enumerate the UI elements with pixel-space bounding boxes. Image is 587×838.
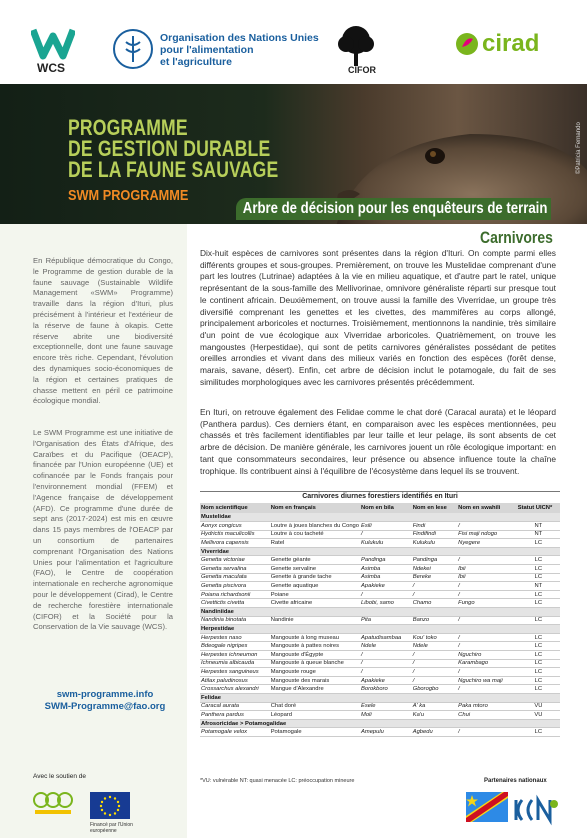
eu-caption: Financé par l'Union européenne	[90, 822, 133, 834]
scientific-name: Aonyx congicus	[200, 522, 270, 531]
table-row	[200, 582, 560, 591]
table-row	[200, 530, 560, 539]
french-name: Genette aquatique	[270, 582, 360, 591]
table-row	[200, 633, 560, 642]
carnivores-paragraph-1: Dix-huit espèces de carnivores sont présentes dans la région d'Ituri. On compte parmi elles différents groupes et sous-groupes. Premièrement, on trouve les Mustelidae comprenant d'une part les loutres (Lutrinae) adaptées à la vie en milieu aquatique, et d'autre part le ratel, unique représentant de la sous-famille des Mellivorinae, omnivore généraliste réparti sur presque tout le continent africain. Deuxièmement, on trouve aussi la famille des Viverridae, un groupe très diversifié comprenant les genettes et les civettes, des mammifères au corps allongé, principalement arboricoles et nocturnes. Troisièmement, mentionnons la nandinie, très similaire d'un point de vue écologique aux Viverridae arboricoles. Quatrièmement, on trouve les mangoustes (Herpestidae), qui sont de petits carnivores généralistes possédant de petites oreilles arrondies et vivant dans des milieux variés en fonction des espèces (forêt dense, marais, savane, désert). Enfin, cet arbre de décision inclut le potamogale, du fait de ses similitudes morphologiques avec les carnivores présentés précédemment.	[200, 248, 556, 387]
lese-name: Banzo	[412, 616, 457, 625]
table-row	[200, 668, 560, 677]
scientific-name: Crossarchus alexandri	[200, 685, 270, 694]
bila-name: /	[360, 659, 412, 668]
table-row	[200, 642, 560, 651]
swahili-name: Chui	[457, 711, 517, 720]
swahili-name: /	[457, 642, 517, 651]
lese-name: Bereke	[412, 573, 457, 582]
oeacp-logo-icon	[33, 788, 73, 816]
french-name: Mangouste des marais	[270, 676, 360, 685]
scientific-name: Caracal aurata	[200, 702, 270, 711]
iucn-status: LC	[517, 556, 560, 565]
table-row	[200, 539, 560, 548]
lese-name: /	[412, 668, 457, 677]
iccn-logo-icon	[510, 794, 562, 826]
program-subtitle: SWM PROGRAMME	[68, 187, 189, 204]
intro-paragraph: En République démocratique du Congo, le Programme de gestion durable de la faune sauvage (Sustainable Wildlife Management «SWM» Programme) travaille dans la région d'Ituri, plus précisément à l'intérieur et l'extérieur de la réserve de faune à okapis. Cette réserve abrite une biodiversité exceptionnelle, dont une faune sauvage encore très riche. Cependant, l'évolution des dynamiques socio-économiques de la région et certaines pratiques de chasse mettent en péril ce patrimoine écologique mondial.	[33, 256, 173, 406]
col-french: Nom en français	[270, 503, 360, 513]
email-link[interactable]: SWM-Programme@fao.org	[44, 700, 166, 712]
col-bila: Nom en bila	[360, 503, 412, 513]
scientific-name: Potamogale velox	[200, 728, 270, 737]
lese-name: Chamo	[412, 599, 457, 608]
lese-name: Findi	[412, 522, 457, 531]
family-name: Nandiniidae	[200, 608, 560, 617]
french-name: Genette servaline	[270, 565, 360, 574]
french-name: Mangouste à pattes noires	[270, 642, 360, 651]
french-name: Léopard	[270, 711, 360, 720]
table-row	[200, 676, 560, 685]
swahili-name: Karambago	[457, 659, 517, 668]
iucn-status: LC	[517, 676, 560, 685]
lese-name: Pandinga	[412, 556, 457, 565]
bila-name: /	[360, 651, 412, 660]
table-row	[200, 573, 560, 582]
iucn-status: NT	[517, 522, 560, 531]
scientific-name: Poiana richardsonii	[200, 590, 270, 599]
col-scientific: Nom scientifique	[200, 503, 270, 513]
bila-name: Asimba	[360, 565, 412, 574]
family-row	[200, 547, 560, 556]
lese-name: /	[412, 659, 457, 668]
swahili-name: Nguchiro wa maji	[457, 676, 517, 685]
website-link[interactable]: swm-programme.info	[56, 689, 154, 700]
scientific-name: Bdeogale nigripes	[200, 642, 270, 651]
program-paragraph: Le SWM Programme est une initiative de l'Organisation des États d'Afrique, des Caraïbes et du Pacifique (OEACP), financée par l'Union européenne (UE) et cofinancée par le Fonds français pour l'environnement mondial (FFEM) et l'Agence française de développement (AFD). Ce programme d'une durée de sept ans (2017-2024) est mis en œuvre dans 15 pays membres de l'OEACP par un consortium de partenaires comprenant l'Organisation des Nations Unies pour l'alimentation et l'agriculture (FAO), le Centre de coopération internationale en recherche agronomique pour le développement (Cirad), le Centre de recherche forestière internationale (CIFOR) et la Société pour la Conservation de la Vie sauvage (WCS).	[33, 428, 173, 632]
swahili-name: Ibii	[457, 573, 517, 582]
lese-name: A' ka	[412, 702, 457, 711]
iucn-status: LC	[517, 590, 560, 599]
col-lese: Nom en lese	[412, 503, 457, 513]
bila-name: Esili	[360, 522, 412, 531]
french-name: Genette à grande tache	[270, 573, 360, 582]
table-row	[200, 599, 560, 608]
col-iucn: Statut UICN*	[517, 503, 560, 513]
family-name: Afrosoricidae > Potamogalidae	[200, 719, 560, 728]
french-name: Civette africaine	[270, 599, 360, 608]
bila-name: /	[360, 530, 412, 539]
table-row	[200, 556, 560, 565]
table-row	[200, 565, 560, 574]
table-row	[200, 590, 560, 599]
french-name: Ratel	[270, 539, 360, 548]
bila-name: /	[360, 668, 412, 677]
bila-name: Pandinga	[360, 556, 412, 565]
swahili-name: /	[457, 590, 517, 599]
french-name: Loutre à cou tacheté	[270, 530, 360, 539]
scientific-name: Herpestes naso	[200, 633, 270, 642]
lese-name: Ka'u	[412, 711, 457, 720]
cirad-logo-text: cirad	[482, 30, 540, 57]
bila-name: Apakieke	[360, 582, 412, 591]
iucn-status: LC	[517, 651, 560, 660]
bila-name: Pita	[360, 616, 412, 625]
family-row	[200, 513, 560, 522]
swahili-name: /	[457, 728, 517, 737]
swahili-name: /	[457, 633, 517, 642]
iucn-status: NT	[517, 530, 560, 539]
scientific-name: Ichneumia albicauda	[200, 659, 270, 668]
french-name: Chat doré	[270, 702, 360, 711]
french-name: Mangouste rouge	[270, 668, 360, 677]
iucn-status: LC	[517, 685, 560, 694]
col-swahili: Nom en swahili	[457, 503, 517, 513]
table-title: Carnivores diurnes forestiers identifiés en Ituri	[200, 491, 560, 500]
table-row	[200, 728, 560, 737]
bila-name: Apatudisambaa	[360, 633, 412, 642]
scientific-name: Nandinia binotata	[200, 616, 270, 625]
family-name: Felidae	[200, 693, 560, 702]
eu-flag-icon	[90, 792, 130, 819]
iucn-status: LC	[517, 642, 560, 651]
french-name: Genette géante	[270, 556, 360, 565]
swahili-name: Nyegere	[457, 539, 517, 548]
program-title-line-3: DE LA FAUNE SAUVAGE	[68, 157, 279, 182]
table-row	[200, 522, 560, 531]
swahili-name: Fungo	[457, 599, 517, 608]
iucn-status: LC	[517, 599, 560, 608]
photo-credit: ©Patricia Fernando	[576, 122, 582, 174]
french-name: Mangouste à long museau	[270, 633, 360, 642]
family-name: Mustelidae	[200, 513, 560, 522]
scientific-name: Civettictis civetta	[200, 599, 270, 608]
cirad-leaf-icon	[455, 32, 479, 56]
lese-name: Agbedu	[412, 728, 457, 737]
bila-name: Apakieke	[360, 676, 412, 685]
decision-tree-title: Arbre de décision pour les enquêteurs de terrain	[242, 200, 548, 217]
scientific-name: Genetta piscivora	[200, 582, 270, 591]
scientific-name: Panthera pardus	[200, 711, 270, 720]
lese-name: /	[412, 676, 457, 685]
bila-name: Libobi, samo	[360, 599, 412, 608]
iucn-status: LC	[517, 668, 560, 677]
family-row	[200, 693, 560, 702]
bila-name: Amepulu	[360, 728, 412, 737]
wcs-logo-icon	[31, 26, 75, 60]
french-name: Mangouste à queue blanche	[270, 659, 360, 668]
family-name: Herpestidae	[200, 625, 560, 634]
table-row	[200, 616, 560, 625]
lese-name: Kou' toko	[412, 633, 457, 642]
fao-line-3: et l'agriculture	[160, 56, 232, 68]
table-body	[200, 513, 560, 736]
french-name: Mangouste d'Égypte	[270, 651, 360, 660]
swahili-name: Fisi maji ndogo	[457, 530, 517, 539]
family-row	[200, 719, 560, 728]
scientific-name: Mellivora capensis	[200, 539, 270, 548]
scientific-name: Herpestes ichneumon	[200, 651, 270, 660]
fao-line-1: Organisation des Nations Unies	[160, 32, 319, 44]
swahili-name: /	[457, 668, 517, 677]
lese-name: Gborogbo	[412, 685, 457, 694]
fao-logo-text	[160, 32, 319, 68]
iucn-status: VU	[517, 702, 560, 711]
iucn-status: LC	[517, 539, 560, 548]
program-title	[68, 117, 278, 180]
family-row	[200, 608, 560, 617]
support-label: Avec le soutien de	[33, 773, 86, 780]
iucn-status: LC	[517, 573, 560, 582]
scientific-name: Genetta servalina	[200, 565, 270, 574]
contact-block	[30, 689, 180, 712]
swahili-name: /	[457, 582, 517, 591]
table-row	[200, 711, 560, 720]
bila-name: Ndele	[360, 642, 412, 651]
table-row	[200, 651, 560, 660]
section-title: Carnivores	[480, 228, 553, 247]
french-name: Mangue d'Alexandre	[270, 685, 360, 694]
partners-label: Partenaires nationaux	[484, 778, 547, 784]
species-table	[200, 503, 560, 737]
program-title-line-2: DE GESTION DURABLE	[68, 136, 271, 161]
lese-name: Kulukulu	[412, 539, 457, 548]
swahili-name: /	[457, 616, 517, 625]
lese-name: Ndele	[412, 642, 457, 651]
scientific-name: Genetta victoriae	[200, 556, 270, 565]
bila-name: Esele	[360, 702, 412, 711]
scientific-name: Atilax paludinosus	[200, 676, 270, 685]
swahili-name: Nguchiro	[457, 651, 517, 660]
cifor-logo-text: CIFOR	[348, 65, 376, 75]
lese-name: Findifindi	[412, 530, 457, 539]
swahili-name: Paka mtoro	[457, 702, 517, 711]
iucn-legend: *VU: vulnérable NT: quasi menacée LC: préoccupation mineure	[200, 778, 355, 784]
scientific-name: Herpestes sanguineus	[200, 668, 270, 677]
french-name: Potamogale	[270, 728, 360, 737]
fao-logo-icon	[112, 28, 154, 70]
bila-name: Borokboro	[360, 685, 412, 694]
iucn-status: LC	[517, 565, 560, 574]
wcs-logo-text: WCS	[37, 61, 65, 75]
logo-bar	[0, 0, 587, 84]
family-row	[200, 625, 560, 634]
bila-name: Asimba	[360, 573, 412, 582]
decision-tree-banner	[236, 198, 551, 220]
swahili-name: /	[457, 685, 517, 694]
table-row	[200, 685, 560, 694]
iucn-status: LC	[517, 728, 560, 737]
drc-flag-icon	[466, 792, 508, 822]
iucn-status: VU	[517, 711, 560, 720]
french-name: Poiane	[270, 590, 360, 599]
iucn-status: NT	[517, 582, 560, 591]
scientific-name: Genetta maculata	[200, 573, 270, 582]
french-name: Nandinie	[270, 616, 360, 625]
lese-name: /	[412, 651, 457, 660]
lese-name: Ndekei	[412, 565, 457, 574]
iucn-status: LC	[517, 616, 560, 625]
bila-name: Moli	[360, 711, 412, 720]
table-row	[200, 659, 560, 668]
iucn-status: LC	[517, 659, 560, 668]
program-title-line-1: PROGRAMME	[68, 115, 188, 140]
lese-name: /	[412, 582, 457, 591]
swahili-name: /	[457, 556, 517, 565]
fao-line-2: pour l'alimentation	[160, 44, 254, 56]
scientific-name: Hydrictis maculicollis	[200, 530, 270, 539]
iucn-status: LC	[517, 633, 560, 642]
swahili-name: /	[457, 522, 517, 531]
table-header-row	[200, 503, 560, 513]
french-name: Loutre à joues blanches du Congo	[270, 522, 359, 529]
lese-name: /	[412, 590, 457, 599]
bila-name: Kulukulu	[360, 539, 412, 548]
carnivores-paragraph-2: En Ituri, on retrouve également des Felidae comme le chat doré (Caracal aurata) et le léopard (Panthera pardus). Ces derniers étant, en comparaison avec les espèces mentionnées, peu chassés et très facilement identifiables par leur taille et leur pelage, ils sont absents de cet arbre de décision. De manière générale, les carnivores jouent un rôle écologique important: en tant que consommateurs secondaires, leur présence ou absence influence toute la chaîne trophique. Ils contribuent ainsi à l'équilibre de l'écosystème dans lequel ils se trouvent.	[200, 407, 556, 476]
table-row	[200, 702, 560, 711]
swahili-name: Ibii	[457, 565, 517, 574]
family-name: Viverridae	[200, 547, 560, 556]
bila-name: /	[360, 590, 412, 599]
